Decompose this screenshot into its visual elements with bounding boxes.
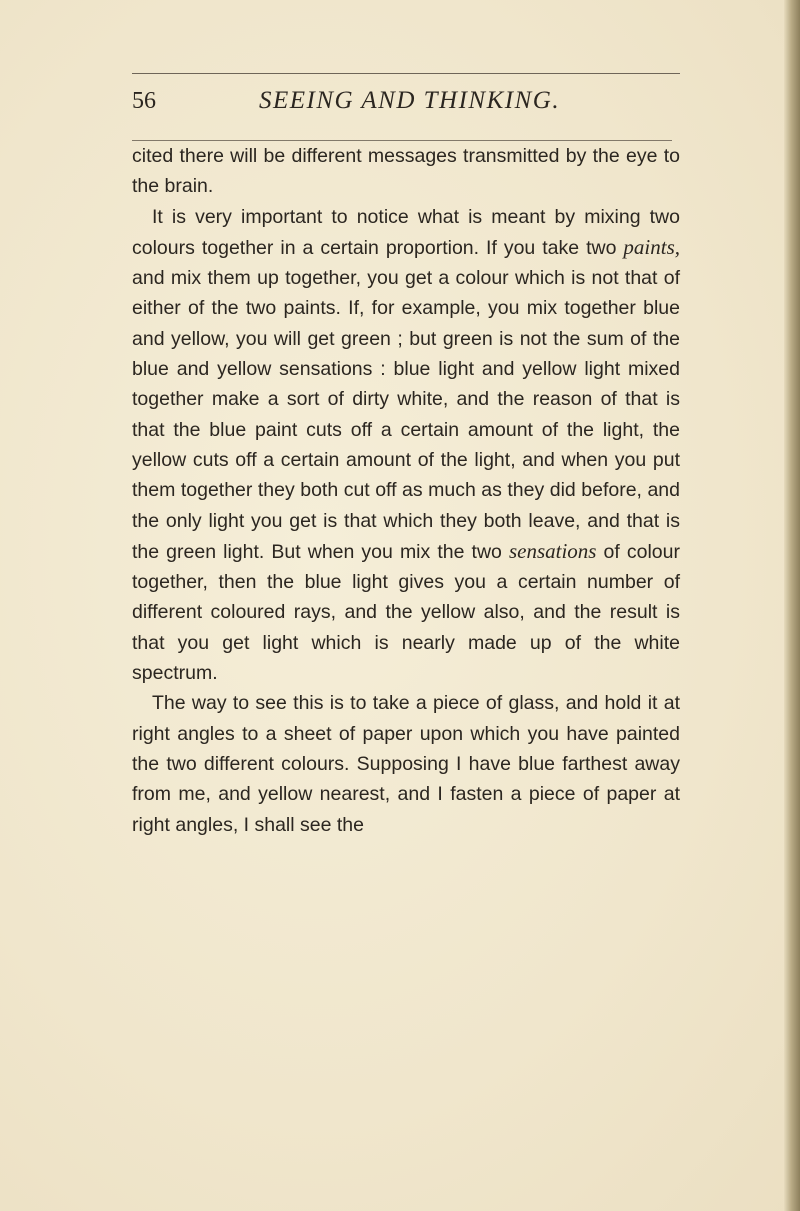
paragraph-1-text: cited there will be different messages transmitted by the eye to the brain. [132,145,680,198]
page-edge [784,0,800,1211]
page-number: 56 [132,88,156,114]
paragraph-2-text-c: of colour together, then the blue light gives you a certain number of different coloured rays, and the yellow also, and the result is that you get light which is nearly made up of the white spectrum. [132,540,680,685]
paragraph-mixing-colours [132,202,680,689]
emphasis-sensations: sensations [508,538,597,563]
header-rule-top [132,73,680,74]
emphasis-paints: paints, [623,234,680,259]
paragraph-2-text-a: It is very important to notice what is meant by mixing two colours together in a certain proportion. If you take two [132,205,680,259]
paragraph-glass-experiment [132,688,680,839]
running-head [132,80,680,122]
paragraph-continued [132,141,680,202]
paragraph-2-text-b: and mix them up together, you get a colour which is not that of either of the two paints. If, for example, you mix together blue and yellow, you will get green ; but green is not the sum of the blue and yellow sensations : blue light and yellow light mixed together make a sort of dirty white, and the reason of that is that the blue paint cuts off a certain amount of the light, the yellow cuts off a certain amount of the light, and when you put them together they both cut off as much as they did before, and the only light you get is that which they both leave, and that is the green light. But when you mix the two [132,267,680,563]
running-title: SEEING AND THINKING. [259,87,561,114]
paragraph-3-text: The way to see this is to take a piece of glass, and hold it at right angles to a sheet of paper upon which you have painted the two different colours. Supposing I have blue farthest away from me, and yellow nearest, and I fasten a piece of paper at right angles, I shall see the [132,692,680,836]
body-text [132,141,680,840]
